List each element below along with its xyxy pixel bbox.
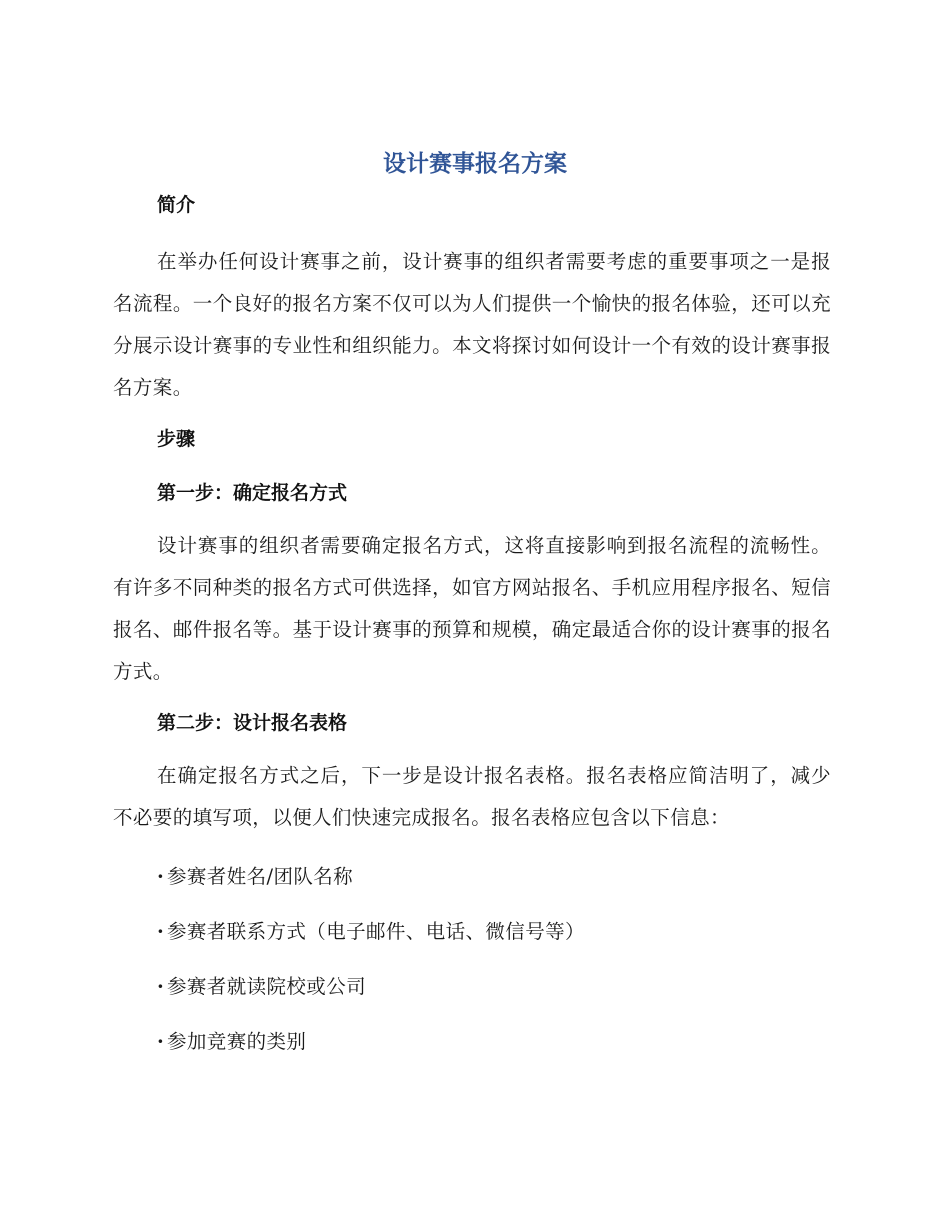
bullet-dot: · bbox=[157, 865, 165, 888]
list-item-text: 参赛者就读院校或公司 bbox=[167, 975, 367, 998]
steps-heading: 步骤 bbox=[157, 428, 196, 450]
document-body bbox=[113, 190, 831, 1057]
step2-paragraph: 在确定报名方式之后，下一步是设计报名表格。报名表格应简洁明了，减少不必要的填写项，以便人们快速完成报名。报名表格应包含以下信息： bbox=[113, 764, 831, 829]
bullet-dot: · bbox=[157, 920, 165, 943]
list-item bbox=[113, 862, 831, 892]
list-item-text: 参赛者联系方式（电子邮件、电话、微信号等） bbox=[167, 920, 585, 943]
bullet-dot: · bbox=[157, 1030, 165, 1053]
form-fields-list bbox=[113, 862, 831, 1057]
step1-heading: 第一步：确定报名方式 bbox=[157, 482, 348, 504]
list-item bbox=[113, 1027, 831, 1057]
list-item-text: 参加竞赛的类别 bbox=[167, 1030, 307, 1053]
step1-paragraph: 设计赛事的组织者需要确定报名方式，这将直接影响到报名流程的流畅性。有许多不同种类的报名方式可供选择，如官方网站报名、手机应用程序报名、短信报名、邮件报名等。基于设计赛事的预算和规模，确定最适合你的设计赛事的报名方式。 bbox=[113, 534, 831, 683]
step2-heading: 第二步：设计报名表格 bbox=[157, 712, 348, 734]
intro-heading: 简介 bbox=[157, 194, 196, 216]
intro-paragraph: 在举办任何设计赛事之前，设计赛事的组织者需要考虑的重要事项之一是报名流程。一个良好的报名方案不仅可以为人们提供一个愉快的报名体验，还可以充分展示设计赛事的专业性和组织能力。本文将探讨如何设计一个有效的设计赛事报名方案。 bbox=[113, 250, 831, 399]
document-title: 设计赛事报名方案 bbox=[383, 151, 567, 177]
bullet-dot: · bbox=[157, 975, 165, 998]
list-item bbox=[113, 917, 831, 947]
list-item bbox=[113, 972, 831, 1002]
list-item-text: 参赛者姓名/团队名称 bbox=[167, 865, 354, 888]
